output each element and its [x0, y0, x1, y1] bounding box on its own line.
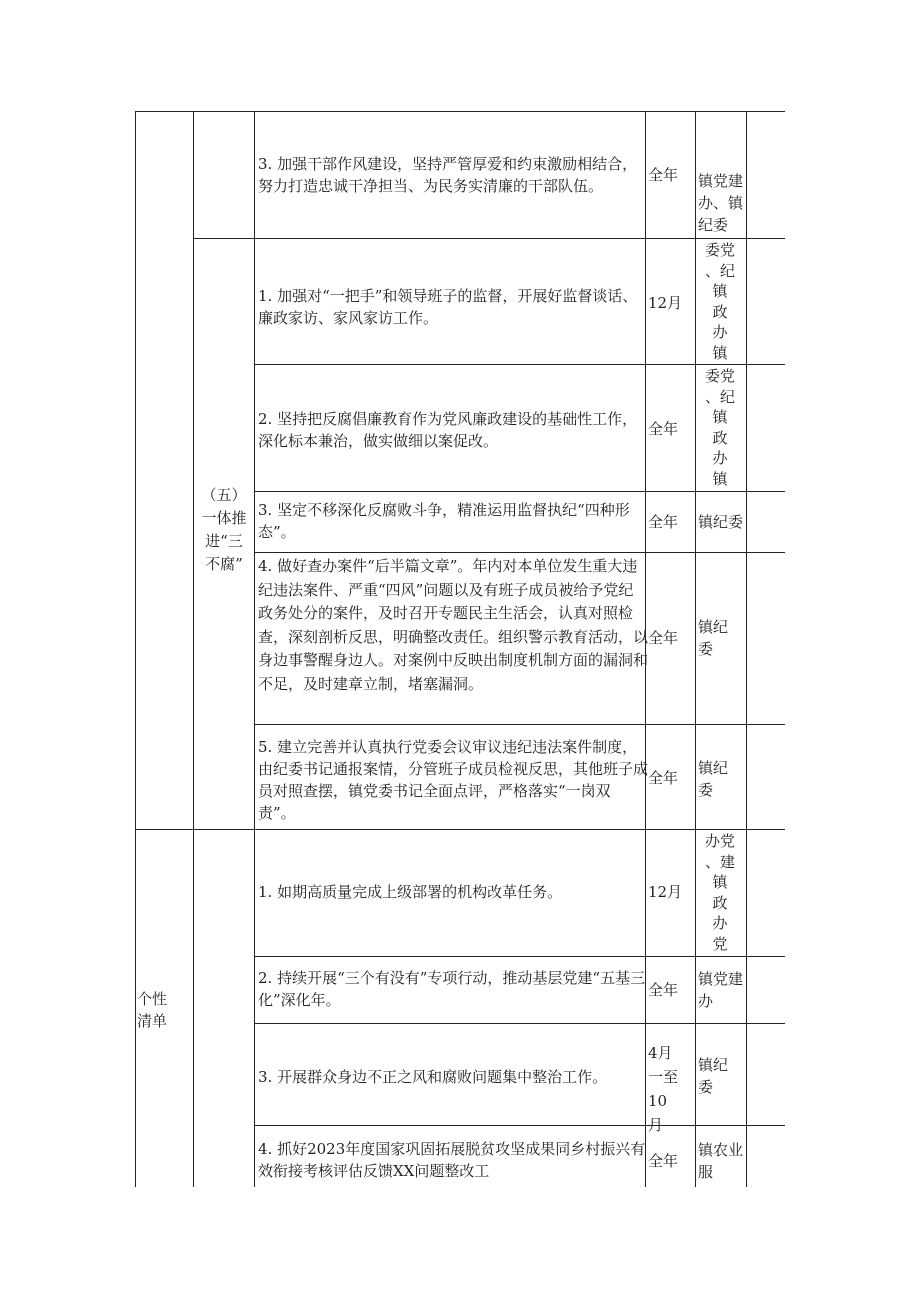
- subsection-line: 一体推: [201, 509, 247, 527]
- category-label-line: 清单: [137, 1012, 168, 1030]
- responsible-text: [698, 511, 748, 533]
- resp-line: 委: [698, 1078, 714, 1096]
- grid-line: [746, 111, 747, 1187]
- resp-line: 镇纪: [698, 618, 729, 636]
- resp-line: 镇纪委: [698, 513, 744, 531]
- resp-line: 镇党建: [698, 970, 744, 988]
- resp-line: 政: [712, 893, 728, 912]
- resp-line: 办: [712, 323, 728, 341]
- task-text: 3. 坚定不移深化反腐败斗争，精准运用监督执纪“四种形态”。: [258, 501, 630, 541]
- responsible-text: [698, 757, 746, 801]
- grid-line: [254, 1125, 785, 1126]
- grid-line: [254, 956, 785, 957]
- resp-line: 镇: [712, 873, 728, 891]
- time-text: 12月: [648, 294, 683, 312]
- grid-line: [135, 829, 785, 830]
- task-text: 5. 建立完善并认真执行党委会议审议违纪违法案件制度，由纪委书记通报案情，分管班子成员检视反思，其他班子成员对照查摆，镇党委书记全面点评，严格落实“一岗双责”。: [258, 738, 649, 822]
- resp-line: 纪委: [698, 216, 729, 234]
- task-text: 3. 加强干部作风建设，坚持严管厚爱和约束激励相结合，努力打造忠诚干净担当、为民务实清廉的干部队伍。: [258, 155, 638, 195]
- time-text: 全年: [648, 981, 679, 999]
- time-text: 12月: [648, 883, 683, 901]
- grid-line: [695, 111, 696, 1187]
- grid-line: [193, 111, 194, 1187]
- resp-line: 政: [712, 428, 728, 447]
- resp-line: 委党: [704, 241, 735, 259]
- task-text: 1. 如期高质量完成上级部署的机构改革任务。: [258, 883, 563, 901]
- grid-line: [254, 724, 785, 725]
- resp-line: 党: [712, 934, 728, 953]
- grid-line: [254, 364, 785, 365]
- resp-line: 镇: [712, 343, 728, 362]
- resp-line: 服: [698, 1163, 714, 1181]
- resp-line: 镇: [712, 282, 728, 300]
- subsection-line: 进“三: [205, 532, 243, 550]
- task-text: 3. 开展群众身边不正之风和腐败问题集中整治工作。: [258, 1068, 608, 1086]
- grid-line: [254, 1023, 785, 1024]
- time-text: [648, 1041, 696, 1137]
- resp-line: 、纪: [704, 261, 735, 280]
- task-text: 2. 持续开展“三个有没有”专项行动，推动基层党建“五基三化”深化年。: [258, 969, 646, 1009]
- grid-line: [254, 111, 255, 1187]
- resp-line: 、建: [704, 852, 735, 871]
- time-text: 全年: [648, 1152, 679, 1170]
- task-text: 4. 做好查办案件“后半篇文章”。年内对本单位发生重大违纪违法案件、严重“四风”问题以及有班子成员被给予党纪政务处分的案件，及时召开专题民主生活会，认真对照检查，深刻剖析反思，明确整改责任。组织警示教育活动，以身边事警醒身边人。对案例中反映出制度机制方面的漏洞和不足，及时建章立制，堵塞漏洞。: [258, 557, 649, 693]
- subsection-line: 不腐”: [205, 555, 243, 573]
- grid-line: [135, 111, 785, 112]
- time-line: 月: [648, 1116, 664, 1134]
- time-text: 全年: [648, 629, 679, 647]
- category-label-line: 个性: [137, 990, 168, 1008]
- responsible-text: [698, 1054, 746, 1098]
- resp-line: 、纪: [704, 387, 735, 406]
- grid-line: [254, 491, 785, 492]
- resp-line: 镇纪: [698, 759, 729, 777]
- resp-line: 委: [698, 781, 714, 799]
- time-line: 4月: [648, 1044, 673, 1062]
- resp-line: 办、镇: [698, 194, 744, 212]
- resp-line: 办党: [704, 832, 735, 850]
- grid-line: [193, 238, 785, 239]
- responsible-text: [698, 968, 746, 1012]
- responsible-text: [697, 240, 743, 363]
- resp-line: 办: [712, 914, 728, 932]
- responsible-text: [697, 366, 743, 489]
- responsible-text: [698, 1139, 746, 1187]
- resp-line: 镇农业: [698, 1141, 744, 1159]
- resp-line: 办: [712, 449, 728, 467]
- time-text: 全年: [648, 166, 679, 184]
- resp-line: 镇党建: [698, 172, 744, 190]
- grid-line: [135, 111, 136, 1187]
- resp-line: 政: [712, 302, 728, 321]
- resp-line: 委: [698, 640, 714, 658]
- responsible-text: [698, 616, 746, 660]
- responsible-text: [697, 831, 743, 954]
- time-text: 全年: [648, 420, 679, 438]
- resp-line: 委党: [704, 367, 735, 385]
- responsible-text: [698, 170, 746, 236]
- resp-line: 镇: [712, 408, 728, 426]
- category-label: [137, 988, 191, 1032]
- time-text: 全年: [648, 769, 679, 787]
- task-text: 1. 加强对“一把手”和领导班子的监督，开展好监督谈话、廉政家访、家风家访工作。: [258, 287, 638, 327]
- task-text: 2. 坚持把反腐倡廉教育作为党风廉政建设的基础性工作，深化标本兼治，做实做细以案促改。: [258, 410, 638, 450]
- resp-line: 办: [698, 992, 714, 1010]
- resp-line: 镇: [712, 469, 728, 488]
- subsection-label: [194, 484, 254, 576]
- time-line: 一至10: [648, 1068, 679, 1110]
- time-text: 全年: [648, 513, 679, 531]
- grid-line: [254, 552, 785, 553]
- resp-line: 镇纪: [698, 1056, 729, 1074]
- subsection-line: （五）: [201, 486, 247, 504]
- task-text: 4. 抓好2023年度国家巩固拓展脱贫攻坚成果同乡村振兴有效衔接考核评估反馈XX问题整改工: [258, 1140, 646, 1180]
